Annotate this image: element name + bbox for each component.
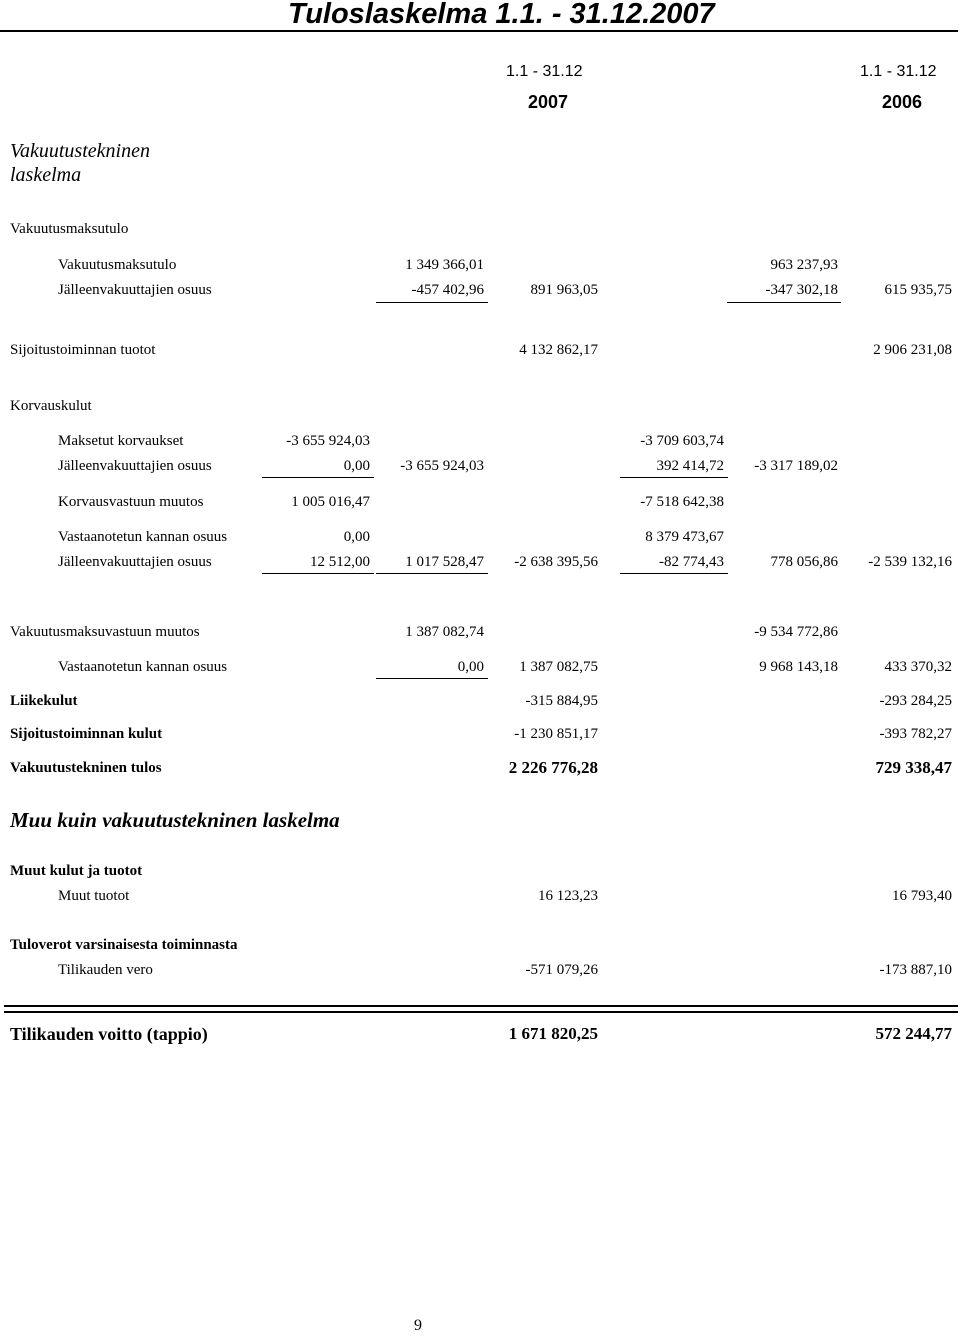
- column-period-2006: 1.1 - 31.12: [860, 63, 937, 80]
- other-income-2006: 16 793,40: [892, 888, 952, 904]
- claims2-underline-a2006: [620, 573, 728, 574]
- other-income-2007: 16 123,23: [538, 888, 598, 904]
- column-year-2006: 2006: [882, 92, 923, 112]
- premium-reins-a2007: -457 402,96: [411, 282, 484, 298]
- premium-reins-b2006: 615 935,75: [884, 282, 952, 298]
- title-underline: [0, 30, 958, 32]
- premium-2006: 963 237,93: [770, 257, 838, 273]
- claims-change-2007: 1 005 016,47: [291, 494, 370, 510]
- claims-paid-2007: -3 655 924,03: [286, 433, 370, 449]
- tax-heading: Tuloverot varsinaisesta toiminnasta: [10, 937, 238, 953]
- claims2-underline-a2007: [262, 573, 374, 574]
- claims-assumed-label: Vastaanotetun kannan osuus: [58, 529, 228, 545]
- uep-assumed-b2006: 433 370,32: [884, 659, 952, 675]
- uep-assumed-a2007: 0,00: [457, 659, 484, 675]
- premium-reins-b2007: 891 963,05: [530, 282, 598, 298]
- claims-paid-label: Maksetut korvaukset: [58, 433, 184, 449]
- claims-paid-2006: -3 709 603,74: [640, 433, 724, 449]
- premium-2007: 1 349 366,01: [405, 257, 484, 273]
- inv-charges-label: Sijoitustoiminnan kulut: [10, 726, 163, 742]
- column-period-2007: 1.1 - 31.12: [506, 63, 583, 80]
- premium-underline-2006: [727, 302, 841, 303]
- claims-reins2-c2006: -2 539 132,16: [868, 554, 952, 570]
- claims-underline-2006: [620, 477, 728, 478]
- inv-income-2006: 2 906 231,08: [873, 342, 952, 358]
- tech-result-2006: 729 338,47: [875, 758, 952, 777]
- other-income-label: Muut tuotot: [58, 888, 130, 904]
- uep-assumed-b2007: 1 387 082,75: [519, 659, 598, 675]
- inv-charges-2006: -393 782,27: [879, 726, 952, 742]
- claims-reins2-a2006: -82 774,43: [659, 554, 724, 570]
- double-rule-bottom: [4, 1011, 958, 1013]
- tech-result-label: Vakuutustekninen tulos: [10, 760, 162, 776]
- claims-reins-label: Jälleenvakuuttajien osuus: [58, 458, 212, 474]
- claims2-underline-b2007: [376, 573, 488, 574]
- tax-2007: -571 079,26: [525, 962, 598, 978]
- section-technical-line2: laskelma: [10, 164, 82, 186]
- profit-label: Tilikauden voitto (tappio): [10, 1024, 208, 1044]
- uep-assumed-a2006: 9 968 143,18: [759, 659, 838, 675]
- premium-label: Vakuutusmaksutulo: [58, 257, 177, 273]
- claims-underline-2007: [262, 477, 374, 478]
- page-title: Tuloslaskelma 1.1. - 31.12.2007: [288, 0, 715, 30]
- claims-reins-b2006: -3 317 189,02: [754, 458, 838, 474]
- section-technical-line1: Vakuutustekninen: [10, 140, 150, 162]
- claims-heading: Korvauskulut: [10, 398, 92, 414]
- claims-reins2-b2007: 1 017 528,47: [405, 554, 484, 570]
- uep-change-2007: 1 387 082,74: [405, 624, 484, 640]
- inv-charges-2007: -1 230 851,17: [514, 726, 598, 742]
- other-heading: Muut kulut ja tuotot: [10, 863, 143, 879]
- claims-reins-a2006: 392 414,72: [656, 458, 724, 474]
- profit-2007: 1 671 820,25: [508, 1024, 598, 1043]
- claims-reins2-c2007: -2 638 395,56: [514, 554, 598, 570]
- claims-reins-a2007: 0,00: [343, 458, 370, 474]
- page-number: 9: [414, 1317, 422, 1334]
- op-expenses-2006: -293 284,25: [879, 693, 952, 709]
- claims-reins2-b2006: 778 056,86: [770, 554, 838, 570]
- claims-reins-b2007: -3 655 924,03: [400, 458, 484, 474]
- uep-underline-2007: [376, 678, 488, 679]
- premium-underline-2007: [376, 302, 488, 303]
- profit-2006: 572 244,77: [875, 1024, 952, 1043]
- claims-reins2-a2007: 12 512,00: [310, 554, 370, 570]
- inv-income-label: Sijoitustoiminnan tuotot: [10, 342, 156, 358]
- op-expenses-label: Liikekulut: [10, 693, 78, 709]
- section-non-technical: Muu kuin vakuutustekninen laskelma: [10, 808, 340, 832]
- uep-change-2006: -9 534 772,86: [754, 624, 838, 640]
- claims-assumed-2007: 0,00: [343, 529, 370, 545]
- premium-reins-label: Jälleenvakuuttajien osuus: [58, 282, 212, 298]
- tax-2006: -173 887,10: [879, 962, 952, 978]
- premium-reins-a2006: -347 302,18: [765, 282, 838, 298]
- double-rule-top: [4, 1005, 958, 1007]
- claims-change-label: Korvausvastuun muutos: [58, 494, 204, 510]
- tax-label: Tilikauden vero: [58, 962, 153, 978]
- inv-income-2007: 4 132 862,17: [519, 342, 598, 358]
- op-expenses-2007: -315 884,95: [525, 693, 598, 709]
- claims-assumed-2006: 8 379 473,67: [645, 529, 724, 545]
- claims-change-2006: -7 518 642,38: [640, 494, 724, 510]
- tech-result-2007: 2 226 776,28: [508, 758, 598, 777]
- uep-change-label: Vakuutusmaksuvastuun muutos: [10, 624, 200, 640]
- claims-reins2-label: Jälleenvakuuttajien osuus: [58, 554, 212, 570]
- premium-heading: Vakuutusmaksutulo: [10, 221, 129, 237]
- uep-assumed-label: Vastaanotetun kannan osuus: [58, 659, 228, 675]
- column-year-2007: 2007: [528, 92, 569, 112]
